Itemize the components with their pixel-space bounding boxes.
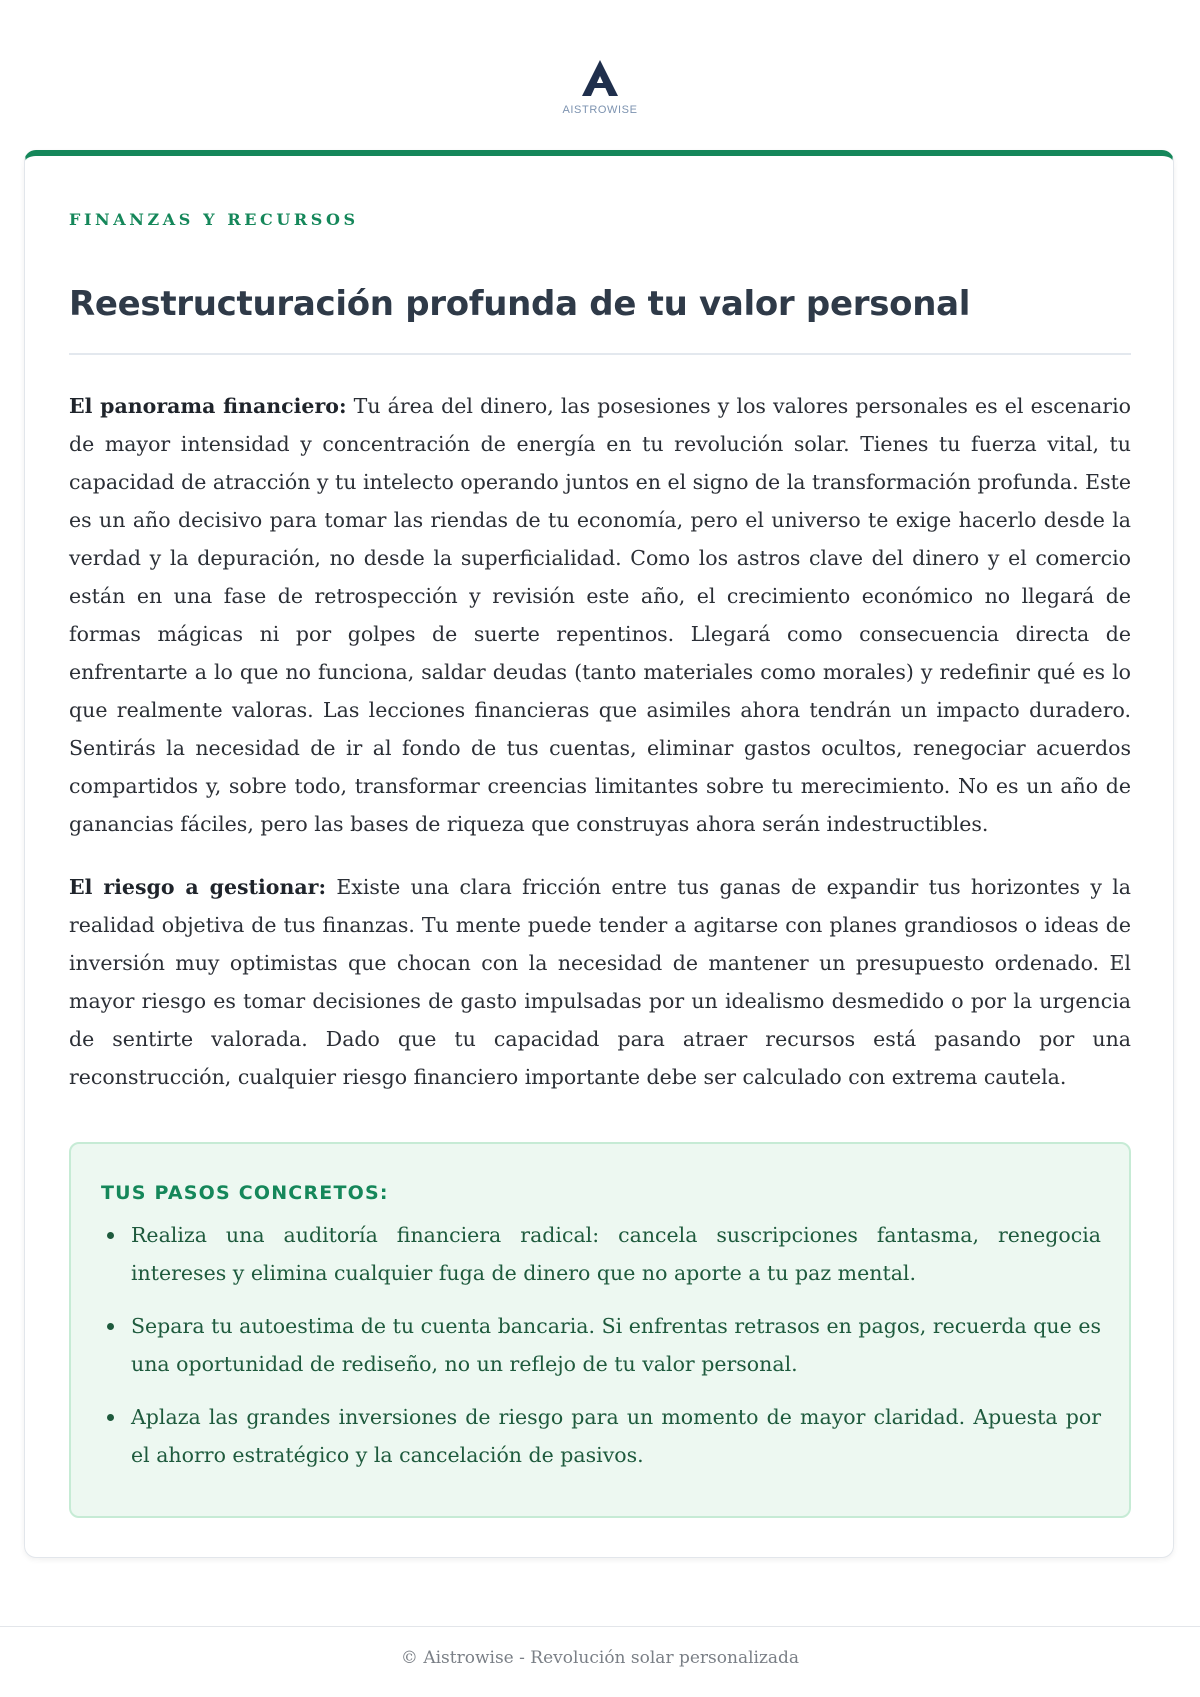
aistrowise-a-logo-icon: [578, 56, 622, 100]
bullet-icon: [107, 1323, 114, 1330]
step-text: Separa tu autoestima de tu cuenta bancaria. Si enfrentas retrasos en pagos, recuerda que es una oportunidad de rediseño, no un reflejo de tu valor personal.: [131, 1314, 1101, 1376]
paragraph-label: El panorama financiero:: [69, 394, 347, 418]
brand-name: AISTROWISE: [562, 104, 638, 116]
bullet-icon: [107, 1414, 114, 1421]
financial-overview-paragraph: [69, 387, 1131, 843]
bullet-icon: [107, 1232, 114, 1239]
section-eyebrow: FINANZAS Y RECURSOS: [69, 210, 359, 229]
risk-paragraph: [69, 868, 1131, 1096]
section-title: Reestructuración profunda de tu valor personal: [69, 284, 971, 324]
paragraph-label: El riesgo a gestionar:: [69, 875, 327, 899]
footer-text: © Aistrowise - Revolución solar personalizada: [400, 1648, 800, 1668]
list-item: [101, 1307, 1101, 1383]
paragraph-text: Tu área del dinero, las posesiones y los valores personales es el escenario de mayor intensidad y concentración de energía en tu revolución solar. Tienes tu fuerza vital, tu capacidad de atracción y tu intelecto operando juntos en el signo de la transformación profunda. Este es un año decisivo para tomar las riendas de tu economía, pero el universo te exige hacerlo desde la verdad y la depuración, no desde la superficialidad. Como los astros clave del dinero y el comercio están en una fase de retrospección y revisión este año, el crecimiento económico no llegará de formas mágicas ni por golpes de suerte repentinos. Llegará como consecuencia directa de enfrentarte a lo que no funciona, saldar deudas (tanto materiales como morales) y redefinir qué es lo que realmente valoras. Las lecciones financieras que asimiles ahora tendrán un impacto duradero. Sentirás la necesidad de ir al fondo de tus cuentas, eliminar gastos ocultos, renegociar acuerdos compartidos y, sobre todo, transformar creencias limitantes sobre tu merecimiento. No es un año de ganancias fáciles, pero las bases de riqueza que construyas ahora serán indestructibles.: [69, 394, 1131, 836]
finance-section-card: [24, 150, 1174, 1558]
step-text: Realiza una auditoría financiera radical: cancela suscripciones fantasma, renegocia intereses y elimina cualquier fuga de dinero que no aporte a tu paz mental.: [131, 1223, 1101, 1285]
steps-title: TUS PASOS CONCRETOS:: [101, 1182, 389, 1204]
paragraph-text: Existe una clara fricción entre tus ganas de expandir tus horizontes y la realidad objetiva de tus finanzas. Tu mente puede tender a agitarse con planes grandiosos o ideas de inversión muy optimistas que chocan con la necesidad de mantener un presupuesto ordenado. El mayor riesgo es tomar decisiones de gasto impulsadas por un idealismo desmedido o por la urgencia de sentirte valorada. Dado que tu capacidad para atraer recursos está pasando por una reconstrucción, cualquier riesgo financiero importante debe ser calculado con extrema cautela.: [69, 875, 1131, 1089]
footer-divider: [0, 1626, 1200, 1627]
list-item: [101, 1216, 1101, 1292]
brand-logo: [0, 56, 1200, 116]
steps-list: [101, 1216, 1101, 1489]
concrete-steps-box: [69, 1142, 1131, 1518]
list-item: [101, 1398, 1101, 1474]
title-divider: [69, 353, 1131, 355]
step-text: Aplaza las grandes inversiones de riesgo para un momento de mayor claridad. Apuesta por el ahorro estratégico y la cancelación de pasivos.: [131, 1405, 1101, 1467]
